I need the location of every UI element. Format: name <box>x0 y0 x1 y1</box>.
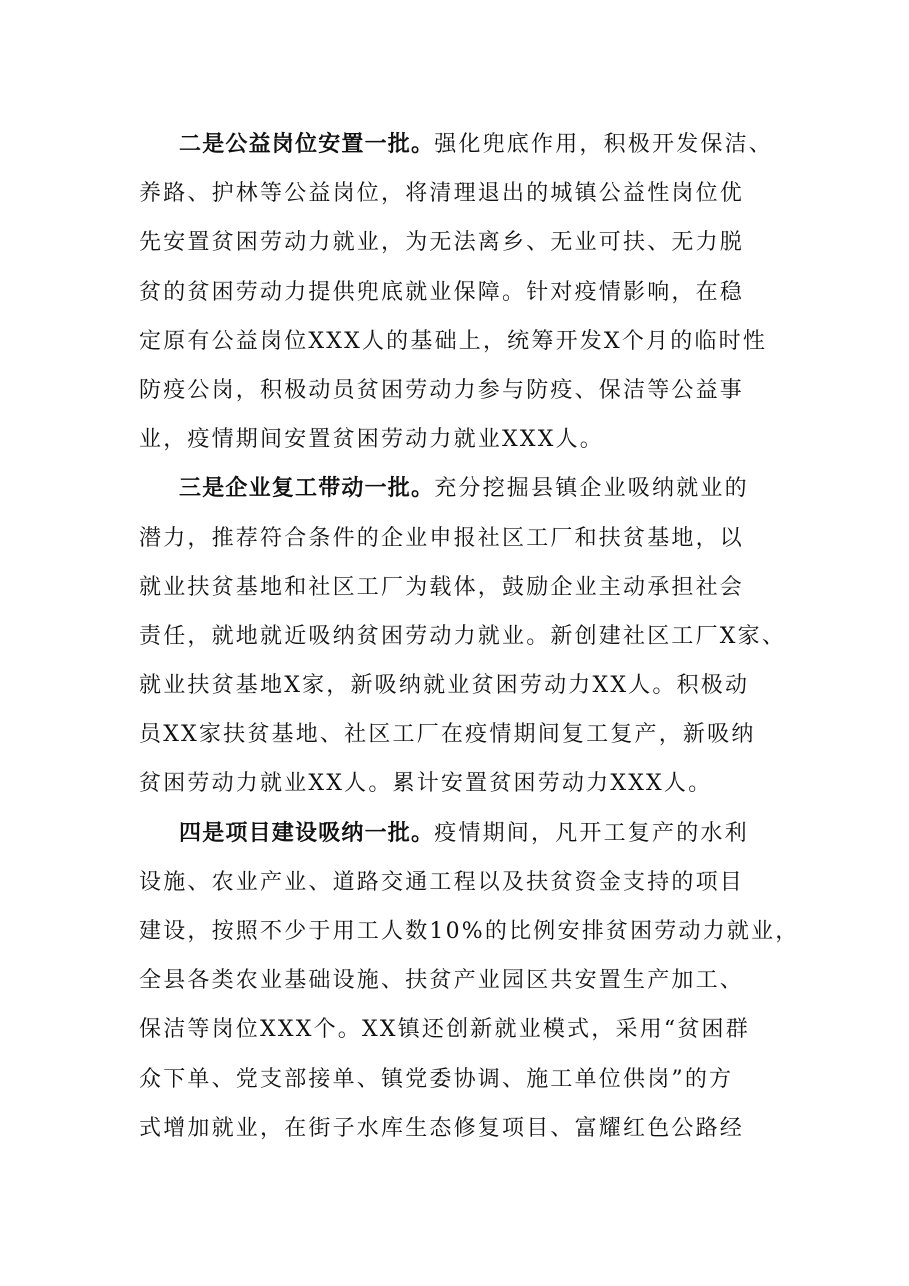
paragraph-line: 业，疫情期间安置贫困劳动力就业XXX人。 <box>139 427 604 453</box>
paragraph-line: 潜力，推荐符合条件的企业申报社区工厂和扶贫基地，以 <box>139 525 745 551</box>
paragraph-line: 就业扶贫基地X家，新吸纳就业贫困劳动力XX人。积极动 <box>139 673 750 699</box>
paragraph-line: 员XX家扶贫基地、社区工厂在疫情期间复工复产，新吸纳 <box>139 722 756 748</box>
paragraph-text: 充分挖掘县镇企业吸纳就业的 <box>434 476 749 502</box>
paragraph-line <box>139 809 775 858</box>
paragraph-text: 强化兜底作用，积极开发保洁、 <box>434 132 774 157</box>
paragraph-line: 式增加就业，在街子水库生态修复项目、富耀红色公路经 <box>139 1115 745 1141</box>
document-page <box>139 120 800 1153</box>
paragraph-lead: 四是项目建设吸纳一批。 <box>179 819 435 846</box>
paragraph-line: 养路、护林等公益岗位，将清理退出的城镇公益性岗位优 <box>139 181 745 207</box>
paragraph-text: 疫情期间，凡开工复产的水利 <box>434 820 749 846</box>
paragraph-line: 众下单、党支部接单、镇党委协调、施工单位供岗”的方 <box>139 1066 734 1092</box>
paragraph-line: 先安置贫困劳动力就业，为无法离乡、无业可扶、无力脱 <box>139 230 745 256</box>
paragraph-line: 贫的贫困劳动力提供兜底就业保障。针对疫情影响，在稳 <box>139 279 745 305</box>
paragraph-line: 防疫公岗，积极动员贫困劳动力参与防疫、保洁等公益事 <box>139 377 745 403</box>
paragraph-line: 保洁等岗位XXX个。XX镇还创新就业模式，采用“贫困群 <box>139 1017 750 1043</box>
paragraph-line: 全县各类农业基础设施、扶贫产业园区共安置生产加工、 <box>139 968 745 994</box>
paragraph-line: 责任，就地就近吸纳贫困劳动力就业。新创建社区工厂X家、 <box>139 623 787 649</box>
paragraph-lead: 二是公益岗位安置一批。 <box>179 131 435 157</box>
paragraph-line: 就业扶贫基地和社区工厂为载体，鼓励企业主动承担社会 <box>139 574 745 600</box>
paragraph-line <box>139 464 775 513</box>
paragraph-public-welfare-posts <box>139 120 775 464</box>
paragraph-line: 定原有公益岗位XXX人的基础上，统筹开发X个月的临时性 <box>139 328 768 354</box>
paragraph-line: 建设，按照不少于用工人数10%的比例安排贫困劳动力就业， <box>139 919 800 944</box>
paragraph-lead: 三是企业复工带动一批。 <box>179 475 435 502</box>
paragraph-enterprise-resumption <box>139 464 787 808</box>
paragraph-project-construction <box>139 809 800 1153</box>
paragraph-line: 设施、农业产业、道路交通工程以及扶贫资金支持的项目 <box>139 869 745 895</box>
paragraph-line <box>139 120 775 169</box>
paragraph-line: 贫困劳动力就业XX人。累计安置贫困劳动力XXX人。 <box>139 771 713 797</box>
